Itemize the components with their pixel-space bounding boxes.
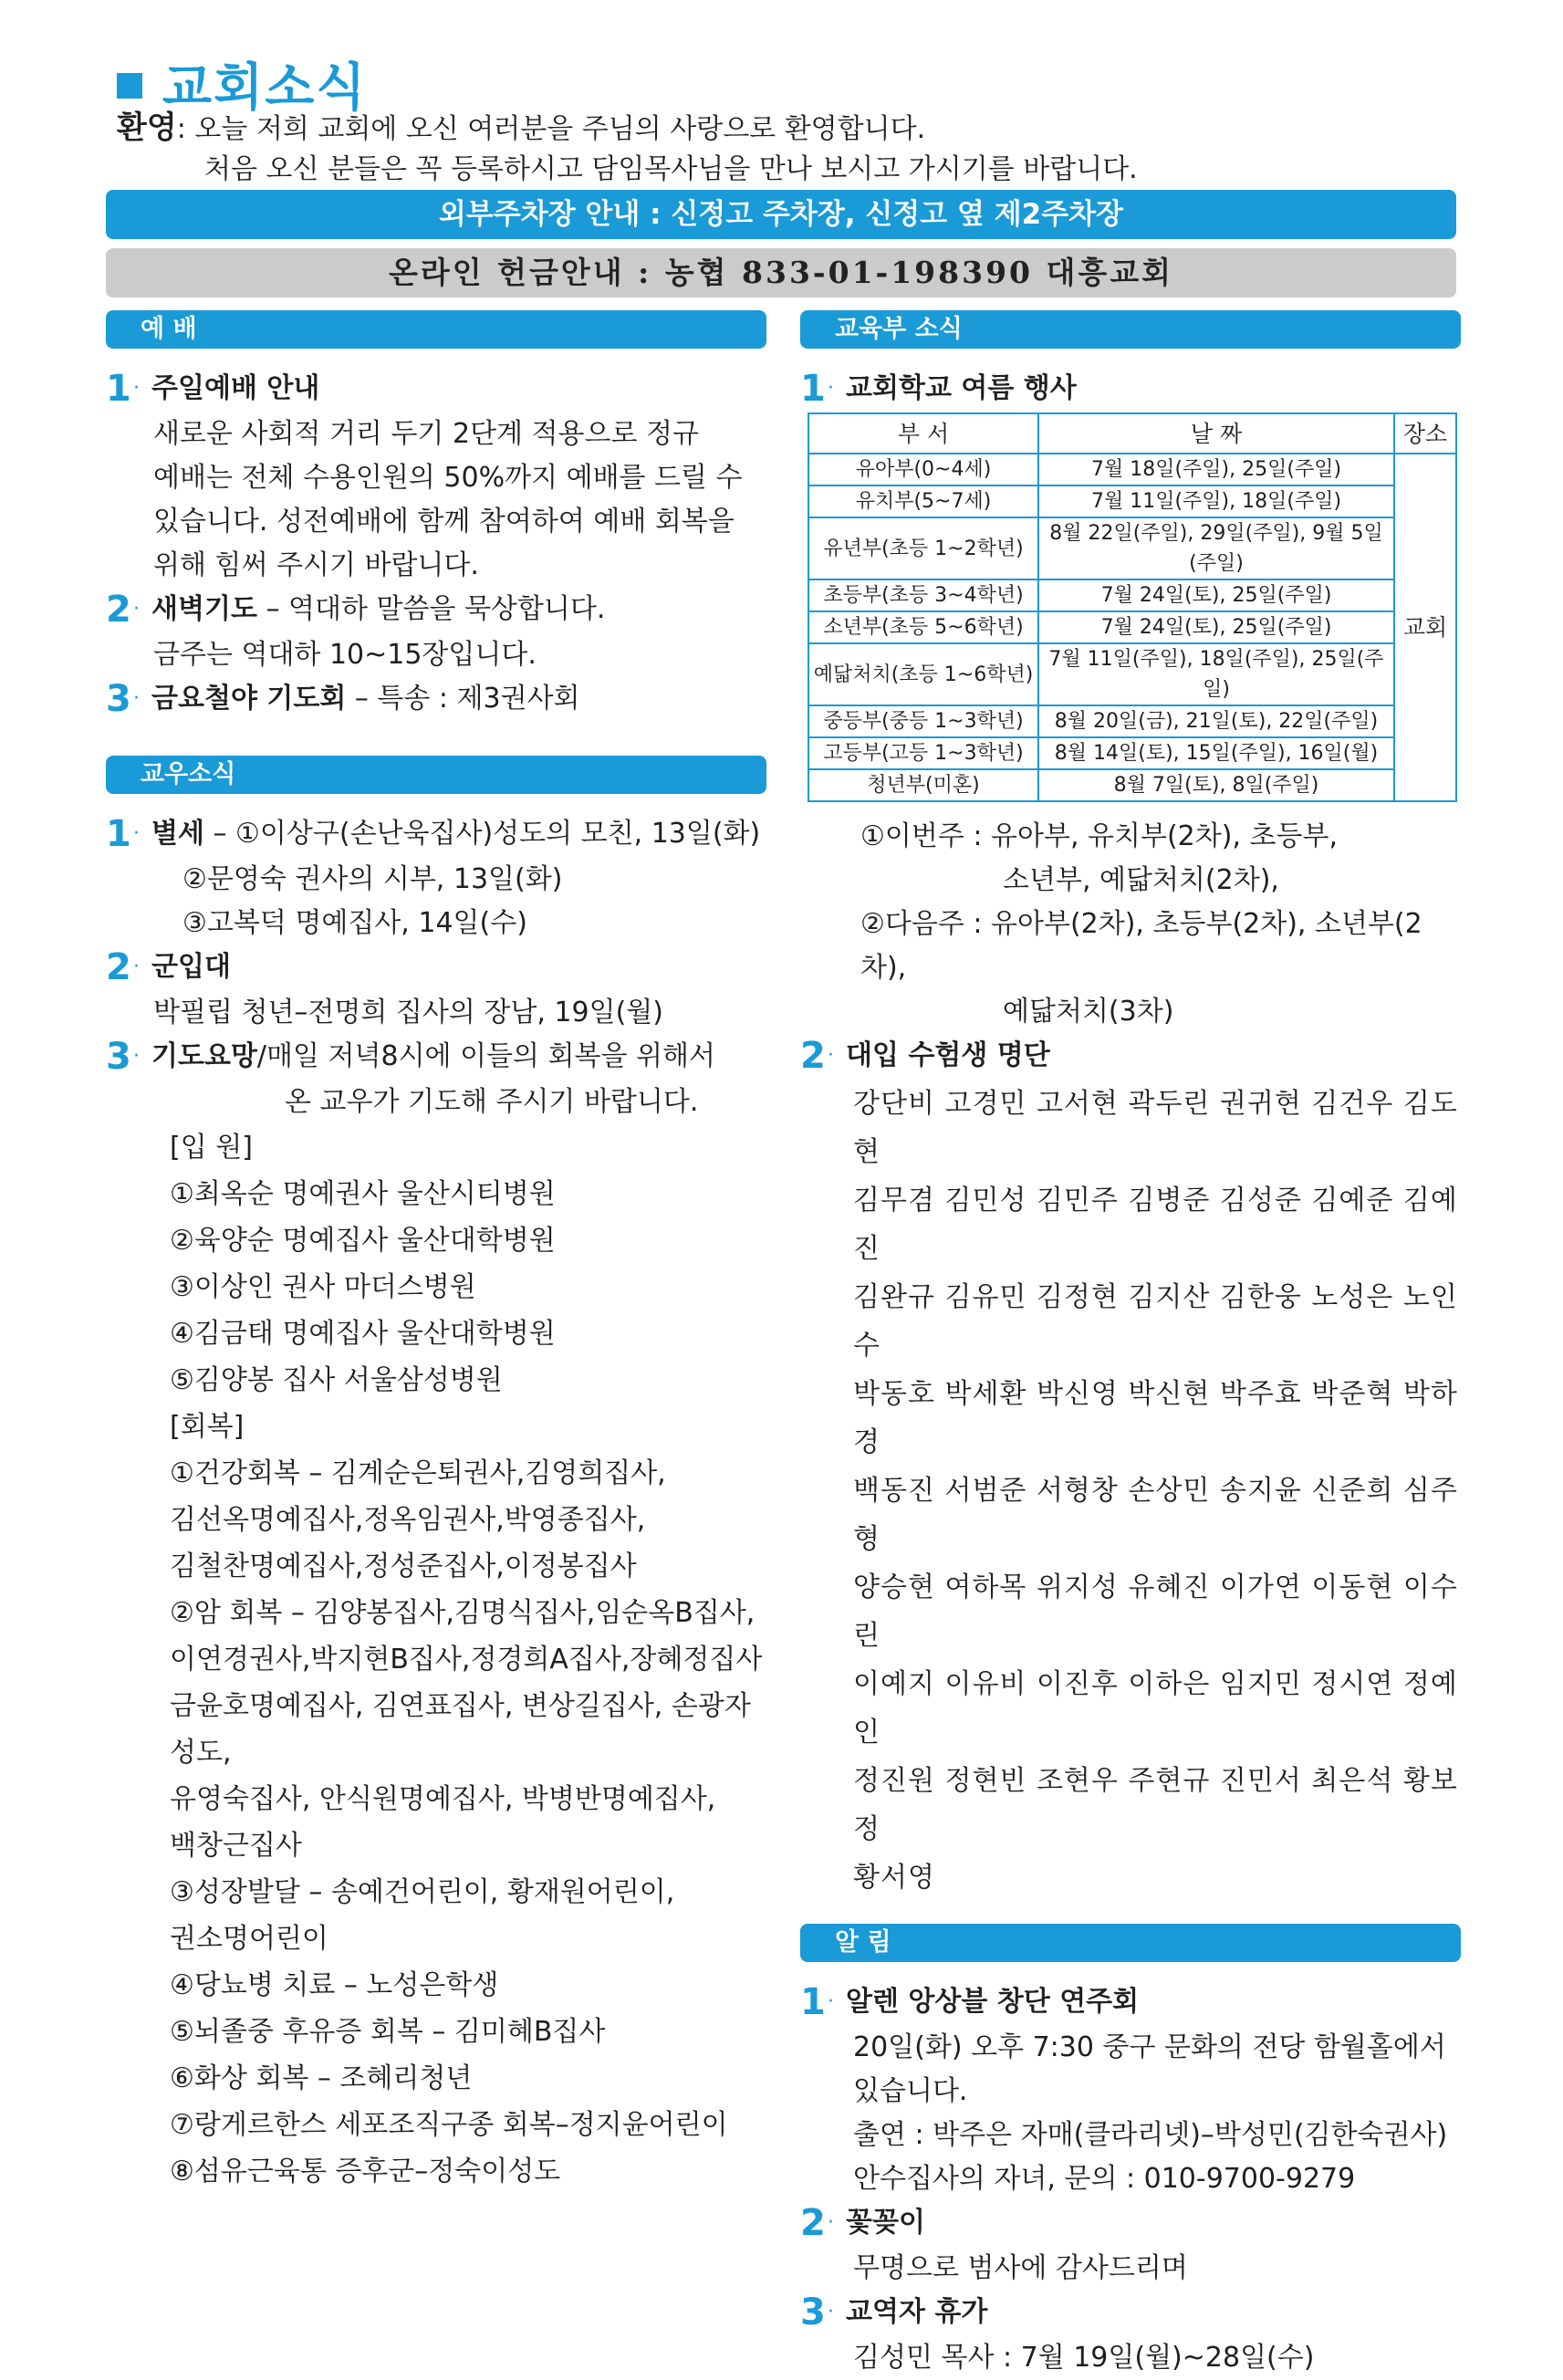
table-cell: 유아부(0~4세) xyxy=(808,454,1038,485)
list-item: ④당뇨병 치료 – 노성은학생 xyxy=(170,1969,499,2001)
table-cell: 중등부(중등 1~3학년) xyxy=(808,705,1038,737)
table-row xyxy=(808,705,1456,737)
welcome-label: 환영 xyxy=(117,110,177,146)
item-title: 교역자 휴가 xyxy=(846,2296,988,2328)
summer-events-table xyxy=(808,412,1457,802)
hospital-list xyxy=(106,1124,766,2195)
dot-icon: · xyxy=(133,822,140,845)
table-row xyxy=(808,611,1456,643)
item-number: 2 xyxy=(800,1035,826,1077)
column-header: 장소 xyxy=(1394,413,1456,454)
table-cell: 유년부(초등 1~2학년) xyxy=(808,517,1038,579)
names-line: 정진원 정현빈 조현우 주현규 진민서 최은석 황보정 xyxy=(853,1765,1458,1845)
list-item: ⑤뇌졸중 후유증 회복 – 김미혜B집사 xyxy=(170,2016,606,2048)
names-line: 이예지 이유비 이진후 이하은 임지민 정시연 정예인 xyxy=(853,1668,1458,1748)
dot-icon: · xyxy=(828,2301,834,2323)
section-header-members: 교우소식 xyxy=(106,756,766,794)
item-number: 2 xyxy=(106,946,131,988)
list-item xyxy=(106,812,766,856)
dot-icon: · xyxy=(828,1044,834,1067)
item-title: 주일예배 안내 xyxy=(151,372,320,404)
list-item: 권소명어린이 xyxy=(170,1923,328,1955)
page-title-text: 교회소식 xyxy=(162,58,368,118)
list-item: ⑥화상 회복 – 조혜리청년 xyxy=(170,2062,473,2094)
item-title: 교회학교 여름 행사 xyxy=(846,372,1077,404)
item-title: 별세 xyxy=(151,818,204,850)
list-item: ①건강회복 – 김계순은퇴권사,김영희집사, xyxy=(170,1457,666,1489)
text-line: 출연 : 박주은 자매(클라리넷)–박성민(김한숙권사) xyxy=(853,2119,1448,2151)
names-line: 김완규 김유민 김정현 김지산 김한웅 노성은 노인수 xyxy=(853,1281,1458,1362)
right-column xyxy=(800,310,1461,2380)
text-line: 예배는 전체 수용인원의 50%까지 예배를 드릴 수 xyxy=(153,462,743,494)
item-number: 3 xyxy=(106,1036,131,1078)
table-row xyxy=(808,769,1456,801)
table-row xyxy=(808,643,1456,705)
schedule-line: 예닯처치(3차) xyxy=(1003,996,1174,1028)
list-item xyxy=(106,945,766,989)
table-row xyxy=(808,737,1456,769)
text-line: 새로운 사회적 거리 두기 2단계 적용으로 정규 xyxy=(153,418,699,450)
section-header-worship: 예 배 xyxy=(106,310,766,349)
list-item: ②육양순 명예집사 울산대학병원 xyxy=(170,1225,556,1257)
hospital-label: [입 원] xyxy=(170,1132,253,1164)
list-item xyxy=(106,677,766,721)
table-cell: 7월 24일(토), 25일(주일) xyxy=(1038,579,1394,611)
table-cell: 초등부(초등 3~4학년) xyxy=(808,579,1038,611)
dot-icon: · xyxy=(133,377,140,400)
text-line: 안수집사의 자녀, 문의 : 010-9700-9279 xyxy=(853,2163,1356,2195)
table-cell: 8월 20일(금), 21일(토), 22일(주일) xyxy=(1038,705,1394,737)
list-item xyxy=(800,367,1461,411)
table-row xyxy=(808,454,1456,485)
table-cell: 유치부(5~7세) xyxy=(808,485,1038,517)
schedule-line: ①이번주 : 유아부, 유치부(2차), 초등부, xyxy=(860,820,1338,852)
item-number: 2 xyxy=(106,589,131,631)
list-item: ③이상인 권사 마더스병원 xyxy=(170,1271,476,1303)
list-item: ①최옥순 명예권사 울산시티병원 xyxy=(170,1178,556,1210)
table-cell: 청년부(미혼) xyxy=(808,769,1038,801)
list-item: ②암 회복 – 김양봉집사,김명식집사,임순옥B집사, xyxy=(170,1597,755,1629)
table-cell: 7월 11일(주일), 18일(주일) xyxy=(1038,485,1394,517)
item-number: 1 xyxy=(106,368,131,410)
list-item xyxy=(106,588,766,632)
parking-banner: 외부주차장 안내 : 신정고 주차장, 신정고 옆 제2주차장 xyxy=(106,190,1456,239)
place-cell: 교회 xyxy=(1394,454,1456,801)
list-item xyxy=(800,1980,1461,2024)
welcome-message xyxy=(117,108,1138,190)
dot-icon: · xyxy=(133,955,140,978)
list-item: 백창근집사 xyxy=(170,1830,302,1862)
column-header: 날 짜 xyxy=(1038,413,1394,454)
item-number: 1 xyxy=(106,813,131,855)
text-line: 김성민 목사 : 7월 19일(월)~28일(수) xyxy=(853,2342,1315,2374)
item-number: 2 xyxy=(800,2202,826,2244)
list-item: 유영숙집사, 안식원명예집사, 박병반명예집사, xyxy=(170,1783,716,1815)
table-cell: 7월 24일(토), 25일(주일) xyxy=(1038,611,1394,643)
table-cell: 7월 11일(주일), 18일(주일), 25일(주일) xyxy=(1038,643,1394,705)
table-cell: 8월 14일(토), 15일(주일), 16일(월) xyxy=(1038,737,1394,769)
item-text: – ①이상구(손난욱집사)성도의 모친, 13일(화) xyxy=(203,818,761,850)
list-item: ④김금태 명예집사 울산대학병원 xyxy=(170,1318,556,1350)
item-title: 군입대 xyxy=(151,951,231,983)
dot-icon: · xyxy=(828,1990,834,2013)
dot-icon: · xyxy=(133,1045,140,1068)
table-cell: 7월 18일(주일), 25일(주일) xyxy=(1038,454,1394,485)
item-number: 3 xyxy=(800,2291,826,2333)
dot-icon: · xyxy=(133,598,140,621)
item-text: – 역대하 말씀을 묵상합니다. xyxy=(256,593,606,625)
section-header-education: 교육부 소식 xyxy=(800,310,1461,349)
item-title: 금요철야 기도회 xyxy=(151,683,347,715)
text-line: 무명으로 범사에 감사드리며 xyxy=(853,2252,1188,2284)
list-item: ⑧섬유근육통 증후군–정숙이성도 xyxy=(170,2156,561,2187)
item-title: 알렌 앙상블 창단 연주회 xyxy=(846,1986,1140,2018)
list-item: ③성장발달 – 송예건어린이, 황재원어린이, xyxy=(170,1876,675,1908)
list-item: 김철찬명예집사,정성준집사,이정봉집사 xyxy=(170,1550,637,1582)
schedule-line: 소년부, 예닯처치(2차), xyxy=(1003,864,1279,896)
dot-icon: · xyxy=(133,687,140,710)
section-header-notice: 알 림 xyxy=(800,1924,1461,1962)
list-item xyxy=(800,1034,1461,1078)
welcome-line-1: : 오늘 저희 교회에 오신 여러분을 주님의 사랑으로 환영합니다. xyxy=(176,113,926,145)
names-line: 백동진 서범준 서형창 손상민 송지윤 신준희 심주형 xyxy=(853,1475,1458,1555)
text-line: 있습니다. xyxy=(853,2075,968,2107)
item-number: 3 xyxy=(106,678,131,720)
table-cell: 8월 22일(주일), 29일(주일), 9월 5일(주일) xyxy=(1038,517,1394,579)
names-line: 김무겸 김민성 김민주 김병준 김성준 김예준 김예진 xyxy=(853,1185,1458,1265)
left-column xyxy=(106,310,766,2195)
list-item: 이연경권사,박지현B집사,정경희A집사,장혜정집사 xyxy=(170,1644,763,1675)
names-line: 강단비 고경민 고서현 곽두린 권귀현 김건우 김도현 xyxy=(853,1088,1458,1168)
item-title: 새벽기도 xyxy=(151,593,257,625)
column-header: 부 서 xyxy=(808,413,1038,454)
table-cell: 소년부(초등 5~6학년) xyxy=(808,611,1038,643)
item-title: 꽃꽂이 xyxy=(846,2207,925,2239)
text-line: 20일(화) 오후 7:30 중구 문화의 전당 함월홀에서 xyxy=(853,2031,1446,2063)
text-line: 위해 힘써 주시기 바랍니다. xyxy=(153,549,479,581)
schedule-line: ②다음주 : 유아부(2차), 초등부(2차), 소년부(2차), xyxy=(860,908,1422,984)
item-number: 1 xyxy=(800,1981,826,2023)
table-cell: 8월 7일(토), 8일(주일) xyxy=(1038,769,1394,801)
item-number: 1 xyxy=(800,368,826,410)
text-line: ③고복덕 명예집사, 14일(수) xyxy=(182,907,527,939)
names-line: 황서영 xyxy=(853,1862,935,1894)
item-title: 기도요망 xyxy=(151,1040,257,1072)
table-row xyxy=(808,517,1456,579)
list-item xyxy=(106,1035,766,1079)
welcome-line-2: 처음 오신 분들은 꼭 등록하시고 담임목사님을 만나 보시고 가시기를 바랍니다. xyxy=(204,153,1138,185)
item-title: 대입 수험생 명단 xyxy=(846,1039,1050,1071)
recovery-label: [회복] xyxy=(170,1411,245,1443)
text-line: ②문영숙 권사의 시부, 13일(화) xyxy=(182,863,563,895)
square-bullet-icon xyxy=(117,73,142,99)
names-line: 박동호 박세환 박신영 박신현 박주효 박준혁 박하경 xyxy=(853,1378,1458,1458)
applicant-names xyxy=(800,1080,1461,1902)
list-item xyxy=(800,2201,1461,2245)
offering-banner: 온라인 헌금안내 : 농협 833-01-198390 대흥교회 xyxy=(106,248,1456,298)
text-line: 박필립 청년–전명희 집사의 장남, 19일(월) xyxy=(153,997,663,1028)
list-item: ⑤김양봉 집사 서울삼성병원 xyxy=(170,1364,503,1396)
table-row xyxy=(808,485,1456,517)
text-line: 금주는 역대하 10~15장입니다. xyxy=(153,639,537,671)
table-cell: 고등부(고등 1~3학년) xyxy=(808,737,1038,769)
list-item xyxy=(106,367,766,411)
table-cell: 예닯처치(초등 1~6학년) xyxy=(808,643,1038,705)
dot-icon: · xyxy=(828,2211,834,2234)
list-item: 금윤호명예집사, 김연표집사, 변상길집사, 손광자성도, xyxy=(170,1690,751,1769)
table-row xyxy=(808,579,1456,611)
list-item xyxy=(800,2291,1461,2334)
table-header-row xyxy=(808,413,1456,454)
item-text: /매일 저녁8시에 이들의 회복을 위해서 xyxy=(256,1040,715,1072)
text-line: 있습니다. 성전예배에 함께 참여하여 예배 회복을 xyxy=(153,506,735,538)
list-item: ⑦랑게르한스 세포조직구종 회복–정지윤어린이 xyxy=(170,2109,728,2141)
item-text: – 특송 : 제3권사회 xyxy=(346,683,580,715)
names-line: 양승현 여하목 위지성 유혜진 이가연 이동현 이수린 xyxy=(853,1571,1458,1652)
list-item: 김선옥명예집사,정옥임권사,박영종집사, xyxy=(170,1504,646,1536)
text-line: 온 교우가 기도해 주시기 바랍니다. xyxy=(285,1086,699,1118)
dot-icon: · xyxy=(828,377,834,400)
